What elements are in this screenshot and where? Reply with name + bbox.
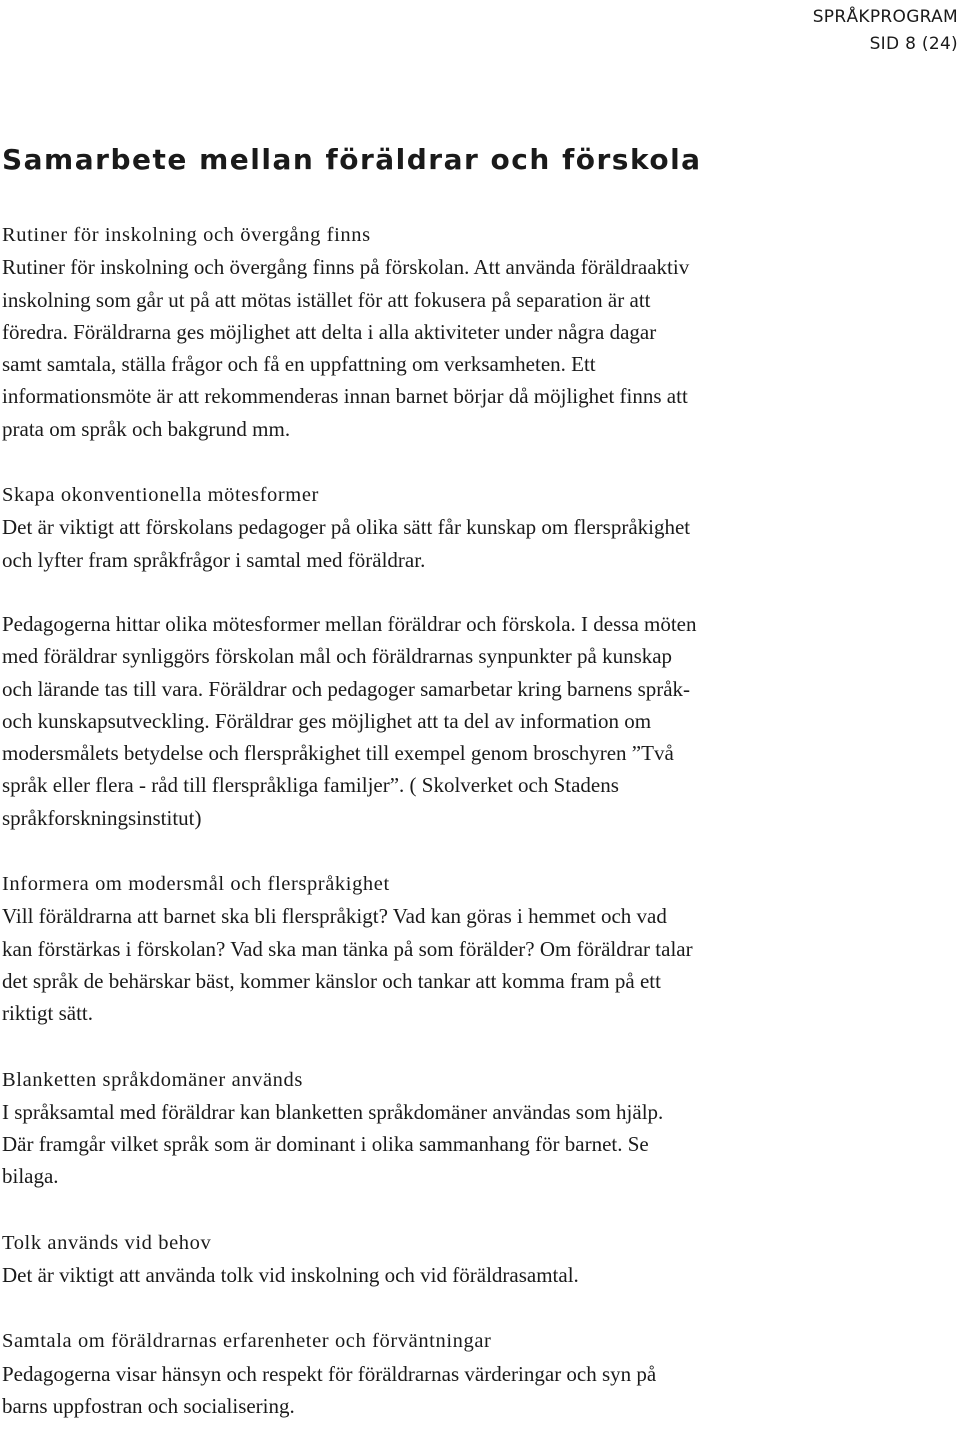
page-header: [813, 4, 958, 58]
section-paragraph: Rutiner för inskolning och övergång finns på förskolan. Att använda föräldraaktiv inskolning som går ut på att mötas istället för att fokusera på separation är att föredra. Föräldrarna ges möjlighet att delta i alla aktiviteter under några dagar samt samtala, ställa frågor och få en uppfattning om verksamheten. Ett informationsmöte är att rekommenderas innan barnet börjar då möjlighet finns att prata om språk och bakgrund mm.: [2, 255, 690, 441]
document-body: [2, 219, 952, 1456]
section-heading: Samtala om föräldrarnas erfarenheter och förväntningar: [2, 1330, 492, 1353]
section-paragraph: Vill föräldrarna att barnet ska bli flerspråkigt? Vad kan göras i hemmet och vad kan förstärkas i förskolan? Vad ska man tänka på som förälder? Om föräldrar talar det språk de behärskar bäst, kommer känslor och tankar att komma fram på ett riktigt sätt.: [2, 904, 693, 1026]
section-language-domains-form: [2, 1064, 952, 1193]
section-paragraph: Pedagogerna visar hänsyn och respekt för föräldrarnas värderingar och syn på barns uppfostran och socialisering.: [2, 1361, 657, 1418]
section-paragraph: I språksamtal med föräldrar kan blanketten språkdomäner användas som hjälp. Där framgår vilket språk som är dominant i olika sammanhang för barnet. Se bilaga.: [2, 1099, 664, 1189]
section-heading: Skapa okonventionella mötesformer: [2, 484, 319, 507]
section-heading: Informera om modersmål och flerspråkighet: [2, 873, 390, 896]
section-parent-expectations: [2, 1325, 952, 1422]
section-meeting-forms: [2, 479, 952, 834]
section-interpreter: [2, 1227, 952, 1292]
section-paragraph: Det är viktigt att förskolans pedagoger på olika sätt får kunskap om flerspråkighet och lyfter fram språkfrågor i samtal med föräldrar.: [2, 515, 691, 572]
section-heading: Rutiner för inskolning och övergång finns: [2, 224, 371, 246]
section-heading: Blanketten språkdomäner används: [2, 1068, 303, 1091]
section-routines: [2, 219, 952, 445]
section-paragraph: Det är viktigt att använda tolk vid inskolning och vid föräldrasamtal.: [2, 1263, 579, 1288]
document-program-label: SPRÅKPROGRAM: [812, 7, 958, 27]
section-paragraph: Pedagogerna hittar olika mötesformer mellan föräldrar och förskola. I dessa möten med föräldrar synliggörs förskolan mål och föräldrarnas synpunkter på kunskap och lärande tas till vara. Föräldrar och pedagoger samarbetar kring barnens språk- och kunskapsutveckling. Föräldrar ges möjlighet att ta del av information om modersmålets betydelse och flerspråkighet till exempel genom broschyren ”Två språk eller flera - råd till flerspråkliga familjer”. ( Skolverket och Stadens språkforskningsinstitut): [2, 611, 697, 830]
page-number: SID 8 (24): [869, 34, 958, 54]
page-title: Samarbete mellan föräldrar och förskola: [2, 143, 702, 176]
section-heading: Tolk används vid behov: [2, 1231, 212, 1254]
section-inform-mother-tongue: [2, 868, 952, 1029]
